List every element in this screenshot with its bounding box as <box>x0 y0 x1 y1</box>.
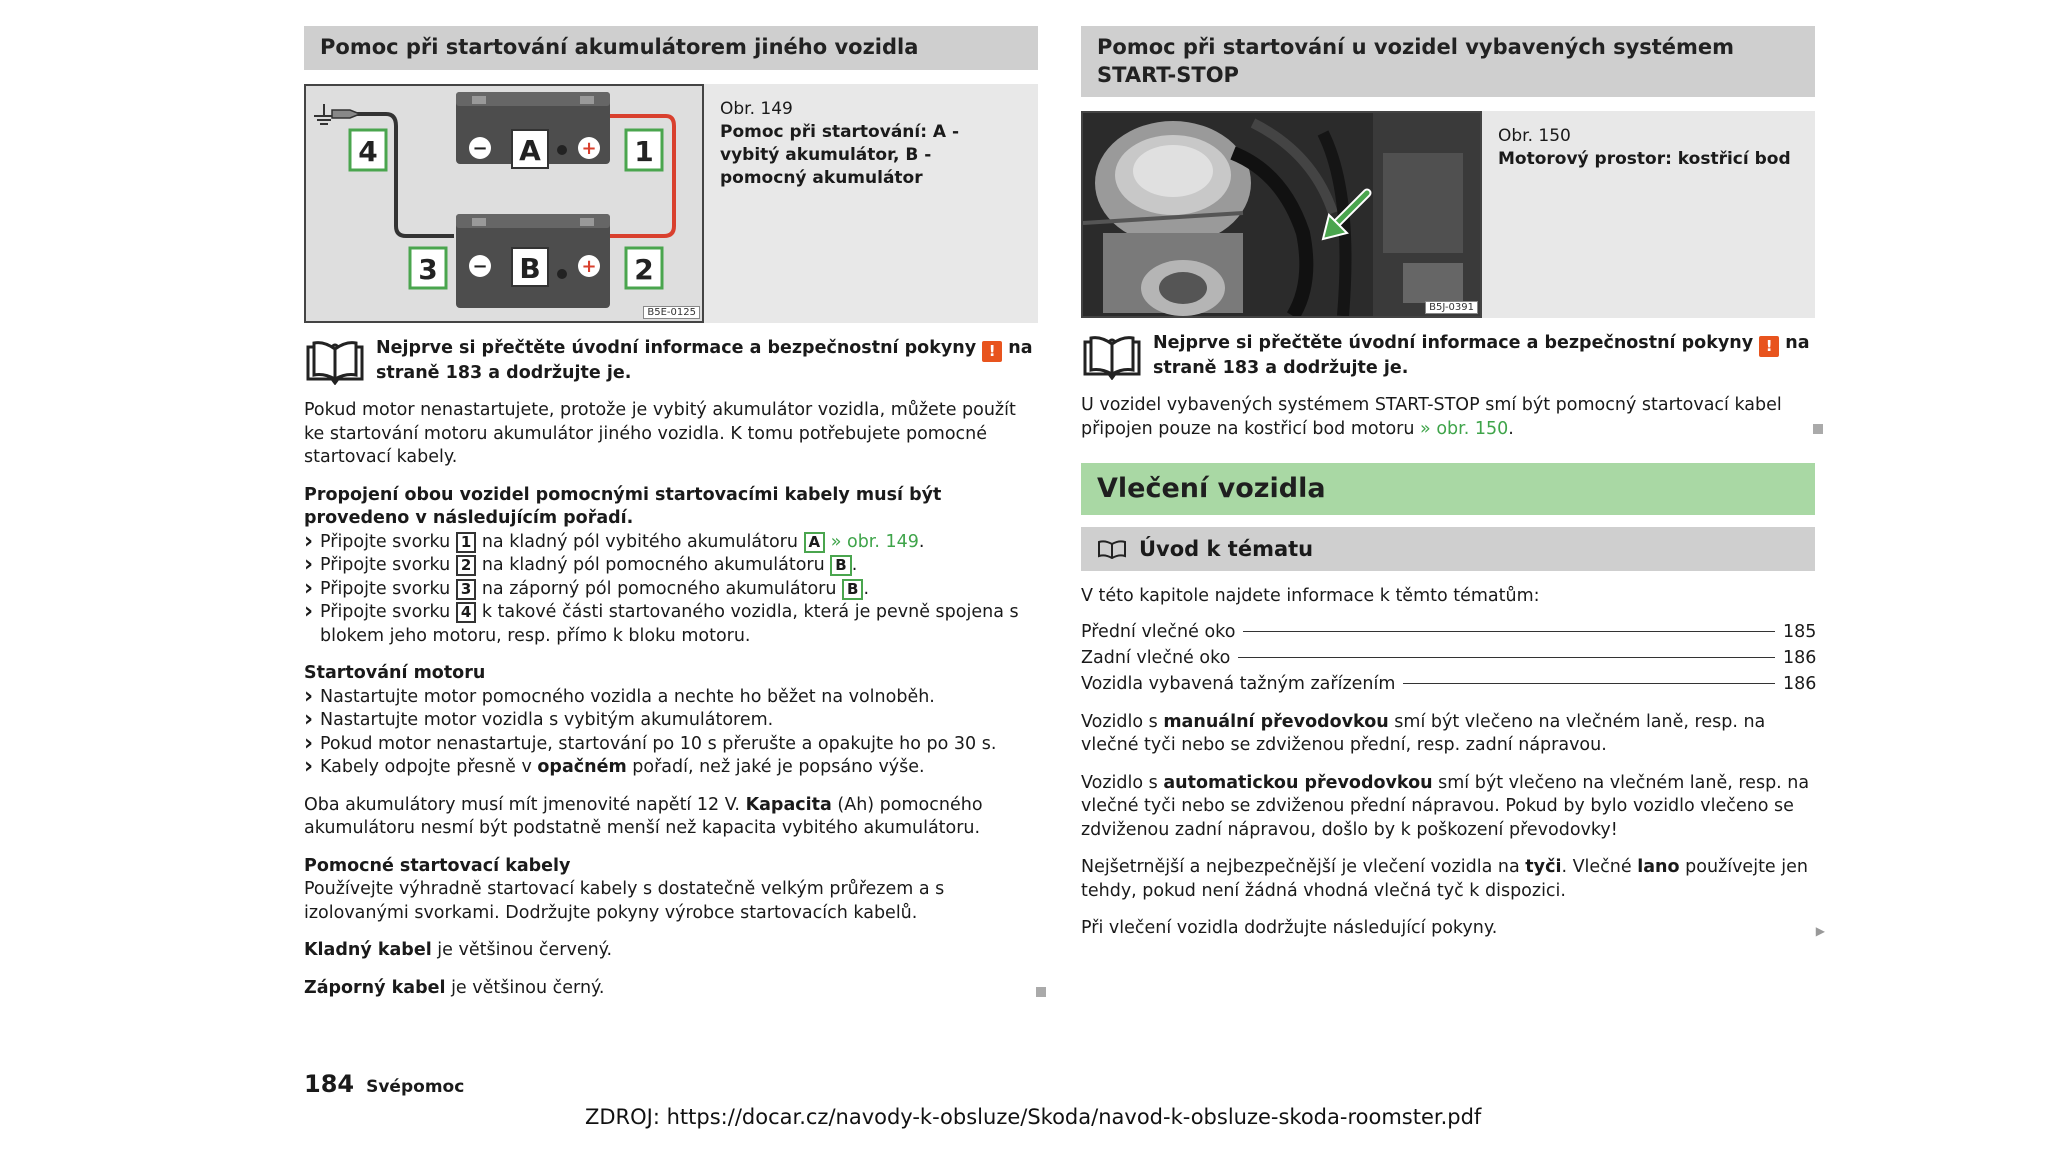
section-name: Svépomoc <box>366 1077 465 1097</box>
right-column <box>1081 26 1825 941</box>
section-heading: Pomoc při startování u vozidel vybavených systémem START-STOP <box>1081 26 1815 97</box>
list-item <box>304 554 1038 578</box>
toc-leader <box>1243 631 1775 632</box>
figure-title: Motorový prostor: kostřicí bod <box>1498 149 1791 169</box>
left-column <box>304 26 1038 1000</box>
item-text: na kladný pól vybitého akumulátoru <box>481 531 798 552</box>
battery-ref: B <box>842 579 863 600</box>
clamp-icon <box>332 110 360 118</box>
automatic-bold: automatickou převodovkou <box>1163 772 1433 793</box>
continue-arrow-icon: ▶ <box>1815 924 1825 938</box>
toc-row[interactable] <box>1081 671 1815 697</box>
figure-code: B5J-0391 <box>1425 301 1478 314</box>
voltage-post: (Ah) pomocného akumulátoru nesmí být podstatně menší než kapacita vybitého akumulátoru. <box>304 794 983 838</box>
source-note: ZDROJ: https://docar.cz/navody-k-obsluze/Skoda/navod-k-obsluze-skoda-roomster.pdf <box>585 1105 1482 1129</box>
cables-text: Používejte výhradně startovací kabely s dostatečně velkým průřezem a s izolovanými svorkami. Dodržujte pokyny výrobce startovacích kabelů. <box>304 879 945 923</box>
toc-label: Zadní vlečné oko <box>1081 647 1231 668</box>
voltage-bold: Kapacita <box>745 794 832 815</box>
item-end: . <box>863 578 870 599</box>
start-heading: Startování motoru <box>304 663 486 683</box>
item-text: Kabely odpojte přesně v <box>320 757 532 777</box>
battery-ref: A <box>804 532 826 553</box>
toc-intro: V této kapitole najdete informace k těmto tématům: <box>1081 586 1540 606</box>
page-footer <box>304 1070 464 1098</box>
clamp-1-label: 1 <box>634 135 654 168</box>
list-item <box>304 578 1038 602</box>
voltage-text <box>304 794 1038 841</box>
toc-label: Přední vlečné oko <box>1081 621 1236 642</box>
clamp-4-label: 4 <box>358 135 378 168</box>
safest-text <box>1081 856 1815 903</box>
positive-bold: Kladný kabel <box>304 940 432 960</box>
safest-post: používejte jen tehdy, pokud není žádná vhodná vlečná tyč k dispozici. <box>1081 857 1808 901</box>
safest-bold-1: tyči <box>1525 857 1562 877</box>
notice-main: Nejprve si přečtěte úvodní informace a bezpečnostní pokyny <box>1153 333 1754 353</box>
chapter-heading: Vlečení vozidla <box>1081 463 1815 515</box>
battery-ref: B <box>830 555 851 576</box>
item-text: Připojte svorku <box>320 578 451 599</box>
figure-caption <box>704 84 1038 323</box>
intro-heading: Úvod k tématu <box>1139 537 1314 561</box>
manual-post: smí být vlečeno na vlečném laně, resp. na vlečné tyči nebo se zdviženou přední, resp. zadní nápravou. <box>1081 711 1766 755</box>
clamp-2-label: 2 <box>634 253 654 286</box>
automatic-pre: Vozidlo s <box>1081 772 1158 793</box>
item-end: . <box>851 555 858 575</box>
figure-code: B5E-0125 <box>643 306 700 319</box>
page-number: 184 <box>304 1070 355 1098</box>
item-text: Připojte svorku <box>320 531 451 552</box>
list-item: › Pokud motor nenastartuje, startování po 10 s přerušte a opakujte ho po 30 s. <box>304 733 1038 757</box>
figure-149 <box>304 84 1038 323</box>
toc-leader <box>1238 657 1775 658</box>
automatic-post: smí být vlečeno na vlečném laně, resp. na vlečné tyči nebo se zdviženou přední nápravou. Pokud by bylo vozidlo vlečeno se zdviženou zadní nápravou, došlo by k poškození převodovky! <box>1081 772 1810 840</box>
toc-row[interactable] <box>1081 645 1815 671</box>
figure-link[interactable]: » obr. 150 <box>1420 418 1509 439</box>
book-icon <box>1081 334 1143 380</box>
minus-label-a: − <box>472 138 488 159</box>
negative-rest: je většinou černý. <box>451 977 605 998</box>
ground-icon <box>314 104 334 124</box>
notice-text <box>1153 332 1815 380</box>
manual-text <box>1081 711 1815 758</box>
battery-b-label: B <box>519 252 541 285</box>
list-item <box>304 531 1038 555</box>
item-text: Připojte svorku <box>320 602 451 622</box>
negative-cable-text <box>304 977 1038 1001</box>
safest-mid: . Vlečné <box>1561 857 1632 877</box>
intro-text: Pokud motor nenastartujete, protože je vybitý akumulátor vozidla, můžete použít ke startování motoru akumulátor jiného vozidla. K tomu potřebujete pomocné startovací kabely. <box>304 400 1016 467</box>
toc-leader <box>1403 683 1775 684</box>
positive-rest: je většinou červený. <box>437 940 613 960</box>
figure-title: Pomoc při startování: A - vybitý akumulátor, B - pomocný akumulátor <box>720 122 960 188</box>
section-end-marker <box>1036 987 1046 997</box>
item-text: k takové části startovaného vozidla, která je pevně spojena s blokem jeho motoru, resp. přímo k bloku motoru. <box>320 602 1019 646</box>
manual-bold: manuální převodovkou <box>1163 711 1389 732</box>
list-item: › Nastartujte motor pomocného vozidla a nechte ho běžet na volnoběh. <box>304 686 1038 710</box>
toc-page: 186 <box>1783 647 1817 668</box>
section-end-marker <box>1813 424 1823 434</box>
voltage-pre: Oba akumulátory musí mít jmenovité napětí 12 V. <box>304 794 740 815</box>
item-text: Připojte svorku <box>320 555 451 575</box>
list-item: › Nastartujte motor vozidla s vybitým akumulátorem. <box>304 709 1038 733</box>
toc-row[interactable] <box>1081 619 1815 645</box>
section-heading: Pomoc při startování akumulátorem jiného vozidla <box>304 26 1038 70</box>
cables-heading: Pomocné startovací kabely <box>304 855 571 876</box>
start-list <box>304 686 1038 780</box>
notice-text <box>376 337 1038 385</box>
plus-label-a: + <box>581 138 597 159</box>
toc-label: Vozidla vybavená tažným zařízením <box>1081 673 1396 694</box>
item-text: na kladný pól pomocného akumulátoru <box>481 555 825 575</box>
figure-ref: Obr. 149 <box>720 99 793 119</box>
intro-band <box>1081 527 1815 571</box>
minus-label-b: − <box>472 256 488 277</box>
connect-heading: Propojení obou vozidel pomocnými startovacími kabely musí být provedeno v následujícím pořadí. <box>304 484 942 528</box>
startstop-end: . <box>1508 418 1514 439</box>
notice-tail: na straně 183 a dodržujte je. <box>1153 333 1810 378</box>
manual-pre: Vozidlo s <box>1081 711 1158 732</box>
arrow-icon <box>1315 187 1375 247</box>
safest-pre: Nejšetrnější a nejbezpečnější je vlečení vozidla na <box>1081 857 1520 877</box>
clamp-ref: 1 <box>456 532 476 553</box>
clamp-ref: 4 <box>456 602 476 623</box>
clamp-ref: 3 <box>456 579 476 600</box>
automatic-text <box>1081 772 1815 843</box>
figure-caption <box>1482 111 1807 318</box>
startstop-text <box>1081 394 1815 441</box>
battery-a-label: A <box>519 134 541 167</box>
safest-bold-2: lano <box>1637 857 1680 877</box>
warning-icon[interactable]: ! <box>982 341 1002 362</box>
connect-list <box>304 531 1038 649</box>
positive-cable-text <box>304 939 1038 963</box>
safety-notice <box>1081 332 1815 380</box>
book-icon <box>1097 539 1127 559</box>
plus-label-b: + <box>581 256 597 277</box>
warning-icon[interactable]: ! <box>1759 336 1779 357</box>
jump-start-diagram <box>306 86 702 321</box>
figure-ref: Obr. 150 <box>1498 126 1571 146</box>
list-item <box>304 601 1038 648</box>
item-bold: opačném <box>537 757 627 777</box>
item-text: pořadí, než jaké je popsáno výše. <box>632 757 925 777</box>
last-text <box>1081 917 1825 941</box>
engine-bay-image <box>1083 113 1480 316</box>
safety-notice <box>304 337 1038 385</box>
figure-link[interactable]: » obr. 149 <box>830 531 919 552</box>
clamp-ref: 2 <box>456 555 476 576</box>
clamp-3-label: 3 <box>418 253 438 286</box>
item-end: . <box>918 531 925 552</box>
notice-tail: na straně 183 a dodržujte je. <box>376 338 1033 383</box>
figure-150 <box>1081 111 1815 318</box>
list-item <box>304 756 1038 780</box>
toc-page: 185 <box>1783 621 1817 642</box>
book-icon <box>304 339 366 385</box>
item-text: na záporný pól pomocného akumulátoru <box>481 578 837 599</box>
last-main: Při vlečení vozidla dodržujte následující pokyny. <box>1081 918 1498 938</box>
startstop-main: U vozidel vybavených systémem START-STOP smí být pomocný startovací kabel připojen pouze na kostřicí bod motoru <box>1081 395 1782 439</box>
notice-main: Nejprve si přečtěte úvodní informace a bezpečnostní pokyny <box>376 338 977 358</box>
battery-diagram <box>304 84 704 323</box>
topic-list <box>1081 619 1815 697</box>
engine-photo <box>1081 111 1482 318</box>
negative-bold: Záporný kabel <box>304 977 446 998</box>
toc-page: 186 <box>1783 673 1817 694</box>
